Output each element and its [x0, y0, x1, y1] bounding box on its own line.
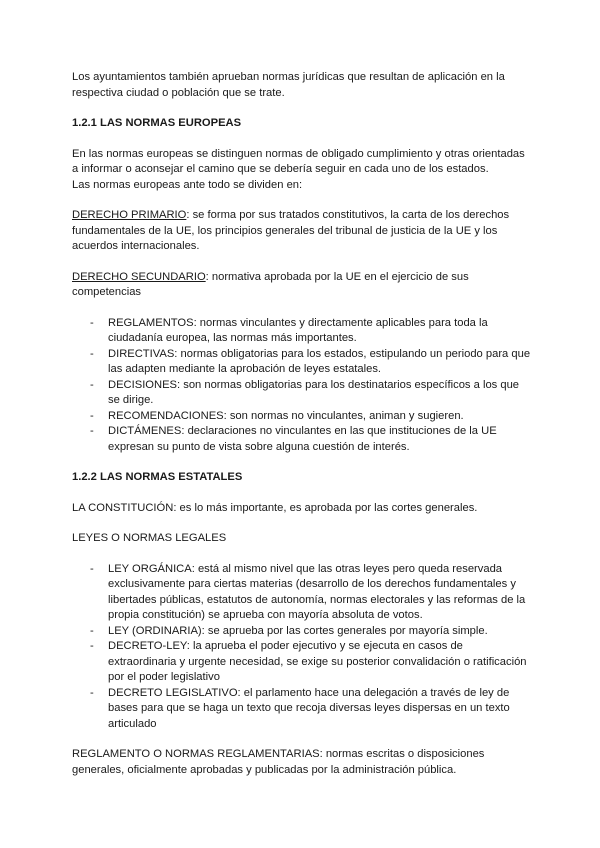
derecho-primario-text: : se forma por sus tratados constitutivos, la carta de los derechos fundamentales de la UE, los principios generales del tribunal de justicia de la UE y los acuerdos internacionales. — [72, 209, 510, 252]
document-page — [72, 70, 532, 778]
dash-bullet: - — [90, 378, 94, 391]
dash-bullet: - — [90, 425, 94, 437]
eu-norms-list — [72, 316, 532, 456]
dash-bullet: - — [90, 409, 94, 422]
list-item-text: DICTÁMENES: declaraciones no vinculantes en las que instituciones de la UE expresan su punto de vista sobre alguna cuestión de interés. — [108, 425, 497, 453]
list-item-text: DIRECTIVAS: normas obligatorias para los estados, estipulando un periodo para que las adapten mediante la aprobación de leyes estatales. — [108, 347, 531, 375]
list-item-text: LEY (ORDINARIA): se aprueba por las cortes generales por mayoría simple. — [108, 624, 488, 637]
derecho-secundario-paragraph — [72, 270, 532, 301]
list-item — [72, 624, 532, 640]
intro-paragraph: Los ayuntamientos también aprueban normas jurídicas que resultan de aplicación en la respectiva ciudad o población que se trate. — [72, 71, 505, 99]
dash-bullet: - — [90, 562, 94, 575]
list-item — [72, 378, 532, 409]
derecho-secundario-text: : normativa aprobada por la UE en el ejercicio de sus competencias — [72, 270, 469, 298]
constitucion-paragraph: LA CONSTITUCIÓN: es lo más importante, es aprobada por las cortes generales. — [72, 501, 478, 514]
dash-bullet: - — [90, 686, 94, 699]
dash-bullet: - — [90, 640, 94, 652]
list-item-text: LEY ORGÁNICA: está al mismo nivel que las otras leyes pero queda reservada exclusivamente para ciertas materias (desarrollo de los derechos fundamentales y libertades públicas, estatutos de autonomía, normas electorales y las reformas de la propia constitución) se aprueba con mayoría absoluta de votos. — [108, 562, 526, 621]
state-laws-list — [72, 562, 532, 733]
section-heading-estatales: 1.2.2 LAS NORMAS ESTATALES — [72, 471, 243, 483]
list-item-text: RECOMENDACIONES: son normas no vinculantes, animan y sugieren. — [108, 409, 464, 422]
leyes-heading: LEYES O NORMAS LEGALES — [72, 532, 227, 544]
list-item — [72, 316, 532, 347]
europeas-division-paragraph: Las normas europeas ante todo se dividen en: — [72, 178, 303, 191]
dash-bullet: - — [90, 347, 94, 360]
list-item-text: DECRETO-LEY: la aprueba el poder ejecutivo y se ejecuta en casos de extraordinaria y urgente necesidad, se exige su posterior convalidación o ratificación por el poder legislativo — [108, 640, 527, 683]
list-item — [72, 562, 532, 624]
europeas-paragraph: En las normas europeas se distinguen normas de obligado cumplimiento y otras orientadas a informar o aconsejar el camino que se debería seguir en cada uno de los estados. — [72, 147, 525, 175]
derecho-primario-term: DERECHO PRIMARIO — [72, 209, 187, 221]
dash-bullet: - — [90, 624, 94, 637]
section-heading-europeas: 1.2.1 LAS NORMAS EUROPEAS — [72, 117, 242, 129]
dash-bullet: - — [90, 316, 94, 329]
list-item-text: REGLAMENTOS: normas vinculantes y directamente aplicables para toda la ciudadanía europea, las normas más importantes. — [108, 316, 488, 344]
list-item — [72, 409, 532, 425]
derecho-secundario-term: DERECHO SECUNDARIO — [72, 270, 206, 283]
list-item — [72, 424, 532, 455]
derecho-primario-paragraph — [72, 208, 532, 255]
list-item — [72, 686, 532, 733]
list-item-text: DECISIONES: son normas obligatorias para los destinatarios específicos a los que se dirige. — [108, 378, 520, 406]
list-item — [72, 639, 532, 686]
list-item — [72, 347, 532, 378]
list-item-text: DECRETO LEGISLATIVO: el parlamento hace una delegación a través de ley de bases para que se haga un texto que recoja diversas leyes dispersas en un texto articulado — [108, 686, 510, 730]
reglamento-paragraph: REGLAMENTO O NORMAS REGLAMENTARIAS: normas escritas o disposiciones generales, oficialmente aprobadas y publicadas por la administración pública. — [72, 748, 485, 776]
